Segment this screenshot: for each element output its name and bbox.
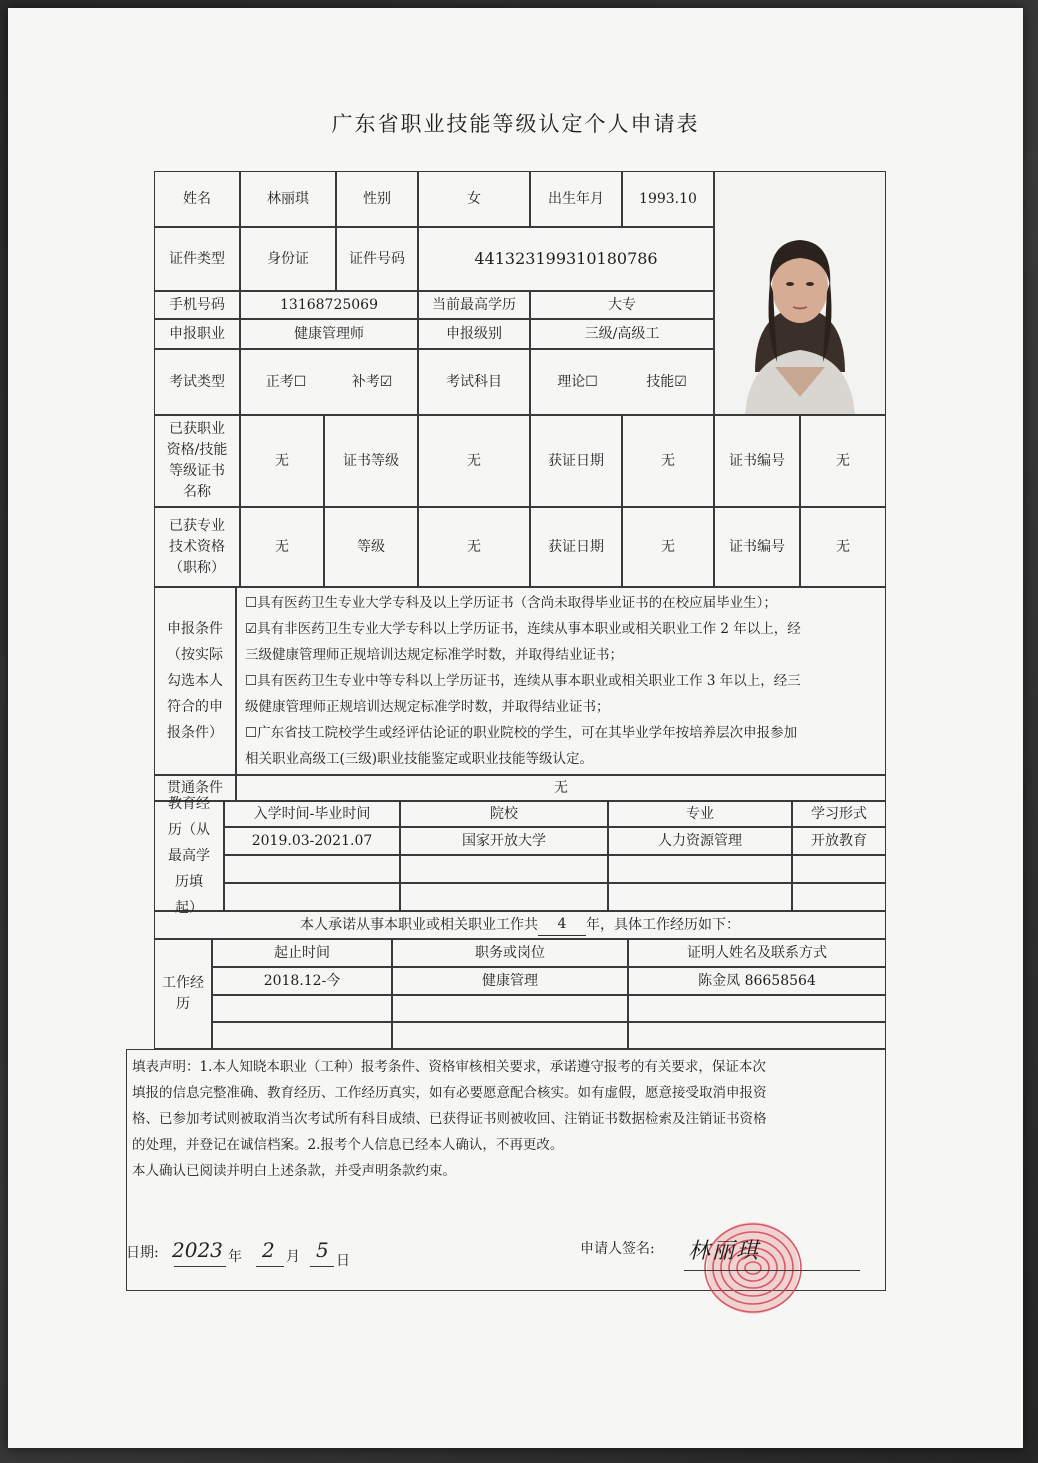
label-through: 贯通条件 [154, 775, 236, 801]
value-phone: 13168725069 [240, 291, 418, 319]
label-cert-level: 证书等级 [324, 415, 418, 507]
applicant-signature[interactable]: 林丽琪 [688, 1239, 761, 1264]
declaration-line: 格、已参加考试则被取消当次考试所有科目成绩、已获得证书则被收回、注销证书数据检索及注销证书资格 [132, 1111, 767, 1127]
condition-item[interactable]: ☐广东省技工院校学生或经评估论证的职业院校的学生，可在其毕业学年按培养层次申报参加 [245, 725, 798, 741]
date-month[interactable]: 2 [262, 1238, 275, 1262]
signature-underline [684, 1270, 860, 1271]
sign-label: 申请人签名: [580, 1241, 655, 1257]
value-through: 无 [236, 775, 886, 801]
edu-period: 2019.03-2021.07 [224, 827, 400, 855]
label-phone: 手机号码 [154, 291, 240, 319]
edu-empty-cell [224, 883, 400, 911]
declaration-text [132, 1054, 882, 1184]
value-exam-subject [530, 349, 714, 415]
value-exam-type [240, 349, 418, 415]
edu-header-mode: 学习形式 [792, 801, 886, 827]
value-gender: 女 [418, 171, 530, 227]
label-id-type: 证件类型 [154, 227, 240, 291]
condition-item[interactable]: ☐具有医药卫生专业大学专科及以上学历证书（含尚未取得毕业证书的在校应届毕业生）； [245, 595, 777, 611]
value-tech-no: 无 [800, 507, 886, 587]
value-birth: 1993.10 [622, 171, 714, 227]
edu-school: 国家开放大学 [400, 827, 608, 855]
value-tech-name: 无 [240, 507, 324, 587]
edu-header-school: 院校 [400, 801, 608, 827]
declaration-line: 的处理，并登记在诚信档案。2.报考个人信息已经本人确认，不再更改。 [132, 1137, 564, 1153]
value-tech-level: 无 [418, 507, 530, 587]
work-header-position: 职务或岗位 [392, 939, 628, 967]
exam-regular-checkbox[interactable]: 正考☐ [265, 373, 307, 390]
edu-mode: 开放教育 [792, 827, 886, 855]
value-tech-date: 无 [622, 507, 714, 587]
label-level: 申报级别 [418, 319, 530, 349]
value-level: 三级/高级工 [530, 319, 714, 349]
work-reference: 陈金凤 86658564 [628, 967, 886, 995]
label-tech-qual: 已获专业技术资格（职称） [154, 507, 240, 587]
edu-major: 人力资源管理 [608, 827, 792, 855]
edu-empty-cell [400, 883, 608, 911]
edu-empty-cell [792, 855, 886, 883]
pledge-text-post: 年，具体工作经历如下： [586, 916, 740, 933]
form-title: 广东省职业技能等级认定个人申请表 [331, 112, 700, 136]
edu-empty-cell [400, 855, 608, 883]
declaration-line: 本人确认已阅读并明白上述条款，并受声明条款约束。 [132, 1163, 456, 1179]
value-qual-level: 无 [418, 415, 530, 507]
edu-empty-cell [608, 855, 792, 883]
label-work-history: 工作经历 [154, 939, 212, 1049]
edu-empty-cell [608, 883, 792, 911]
value-qual-date: 无 [622, 415, 714, 507]
label-conditions: 申报条件（按实际勾选本人符合的申报条件） [154, 587, 236, 775]
pledge-years: 4 [538, 914, 586, 936]
year-underline [174, 1266, 226, 1267]
edu-empty-cell [224, 855, 400, 883]
work-period: 2018.12-今 [212, 967, 392, 995]
label-exam-subject: 考试科目 [418, 349, 530, 415]
work-header-period: 起止时间 [212, 939, 392, 967]
label-edu-history: 教育经历（从最高学历填起） [154, 801, 224, 911]
label-id-no: 证件号码 [336, 227, 418, 291]
application-form [8, 8, 1023, 1448]
date-year[interactable]: 2023 [172, 1238, 223, 1262]
work-empty-cell [628, 1022, 886, 1049]
label-exam-type: 考试类型 [154, 349, 240, 415]
applicant-photo [714, 171, 886, 415]
month-underline [256, 1266, 284, 1267]
conditions-list [236, 587, 886, 775]
label-birth: 出生年月 [530, 171, 622, 227]
label-tech-no: 证书编号 [714, 507, 800, 587]
condition-item-cont: 三级健康管理师正规培训达规定标准学时数，并取得结业证书； [245, 647, 623, 663]
work-empty-cell [628, 995, 886, 1022]
subject-skill-checkbox[interactable]: 技能☑ [646, 373, 687, 390]
value-name: 林丽琪 [240, 171, 336, 227]
label-tech-date: 获证日期 [530, 507, 622, 587]
declaration-line: 填报的信息完整准确、教育经历、工作经历真实，如有必要愿意配合核实。如有虚假，愿意接受取消申报资 [132, 1085, 767, 1101]
label-gender: 性别 [336, 171, 418, 227]
declaration-line: 填表声明：1.本人知晓本职业（工种）报考条件、资格审核相关要求，承诺遵守报考的有关要求，保证本次 [132, 1059, 766, 1075]
label-qual-cert: 已获职业资格/技能等级证书名称 [154, 415, 240, 507]
work-empty-cell [212, 995, 392, 1022]
condition-item[interactable]: ☐具有医药卫生专业中等专科以上学历证书，连续从事本职业或相关职业工作 3 年以上，经三 [245, 673, 801, 689]
label-tech-level: 等级 [324, 507, 418, 587]
value-qual-name: 无 [240, 415, 324, 507]
condition-item[interactable]: ☑具有非医药卫生专业大学专科以上学历证书，连续从事本职业或相关职业工作 2 年以上，经 [245, 621, 801, 637]
value-occupation: 健康管理师 [240, 319, 418, 349]
work-empty-cell [212, 1022, 392, 1049]
portrait-image [715, 172, 885, 414]
year-unit: 年 [228, 1249, 242, 1265]
condition-item-cont: 相关职业高级工(三级)职业技能鉴定或职业技能等级认定。 [245, 751, 594, 767]
subject-theory-checkbox[interactable]: 理论☐ [557, 373, 598, 390]
edu-empty-cell [792, 883, 886, 911]
pledge-text-pre: 本人承诺从事本职业或相关职业工作共 [300, 916, 538, 933]
day-underline [310, 1266, 334, 1267]
day-unit: 日 [336, 1253, 350, 1269]
label-education: 当前最高学历 [418, 291, 530, 319]
edu-header-period: 入学时间-毕业时间 [224, 801, 400, 827]
work-pledge [154, 911, 886, 939]
value-education: 大专 [530, 291, 714, 319]
date-day[interactable]: 5 [316, 1238, 329, 1262]
label-cert-date: 获证日期 [530, 415, 622, 507]
work-header-reference: 证明人姓名及联系方式 [628, 939, 886, 967]
work-empty-cell [392, 995, 628, 1022]
month-unit: 月 [286, 1249, 300, 1265]
fingerprint-stamp [698, 1213, 808, 1323]
label-occupation: 申报职业 [154, 319, 240, 349]
label-name: 姓名 [154, 171, 240, 227]
edu-header-major: 专业 [608, 801, 792, 827]
date-label: 日期: [126, 1245, 159, 1261]
condition-item-cont: 级健康管理师正规培训达规定标准学时数，并取得结业证书； [245, 699, 610, 715]
label-cert-no: 证书编号 [714, 415, 800, 507]
value-id-no: 441323199310180786 [418, 227, 714, 291]
value-qual-no: 无 [800, 415, 886, 507]
exam-makeup-checkbox[interactable]: 补考☑ [351, 373, 393, 390]
value-id-type: 身份证 [240, 227, 336, 291]
work-position: 健康管理 [392, 967, 628, 995]
work-empty-cell [392, 1022, 628, 1049]
